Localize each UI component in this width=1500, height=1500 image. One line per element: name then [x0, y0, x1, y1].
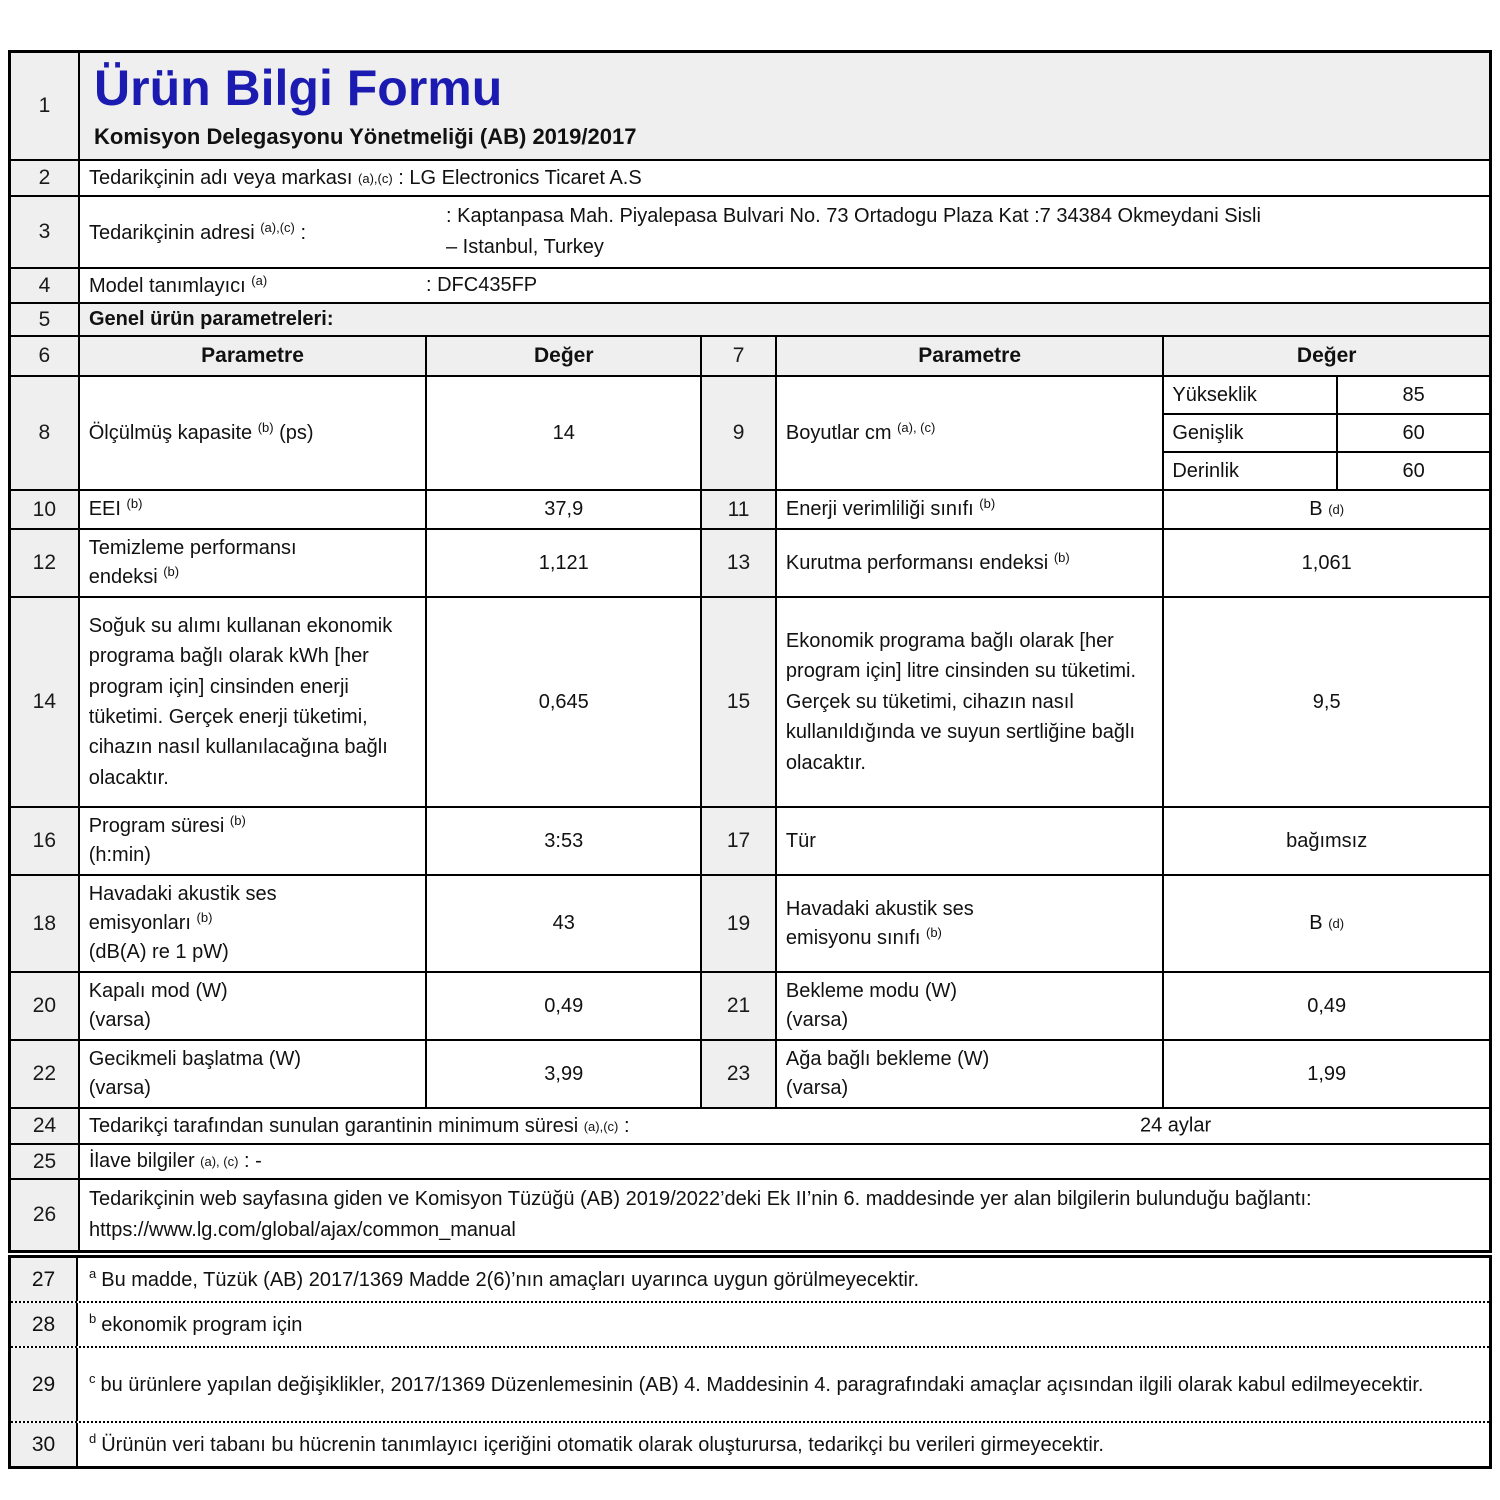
param-networked-label: Ağa bağlı bekleme (W) (varsa) — [775, 1041, 1162, 1107]
row-number: 11 — [700, 491, 775, 528]
footnote-ref: (d) — [1328, 502, 1345, 517]
param-dimensions-label: Boyutlar cm $^{(a), (c)}$ — [775, 377, 1162, 489]
row-number: 19 — [700, 876, 775, 971]
row-eei-energyclass — [11, 489, 1489, 528]
row-number: 9 — [700, 377, 775, 489]
param-cleaning-value: 1,121 — [425, 530, 700, 596]
footnote-ref: (b) — [163, 564, 180, 579]
param-water-label: Ekonomik programa bağlı olarak [her program için] litre cinsinden su tüketimi. Gerçek su tüketimi, cihazın nasıl kullanıldığında ve suyun sertliğine bağlı olacaktır. — [775, 598, 1162, 806]
weblink-text: Tedarikçinin web sayfasına giden ve Komisyon Tüzüğü (AB) 2019/2022’deki Ek II’nin 6. maddesinde yer alan bilgilerin bulunduğu bağlantı: https://www.lg.com/global/ajax/common_manual — [89, 1188, 1312, 1241]
row-number: 28 — [11, 1303, 78, 1346]
row-supplier-address — [11, 195, 1489, 267]
row-noise — [11, 874, 1489, 971]
model-identifier-label: Model tanımlayıcı $^{(a)}$ — [89, 273, 268, 297]
param-noiseclass-label: Havadaki akustik ses emisyonu sınıfı $^{(b)}$ — [775, 876, 1162, 971]
row-warranty — [11, 1107, 1489, 1143]
param-standby-label: Bekleme modu (W) (varsa) — [775, 973, 1162, 1039]
dimension-name: Derinlik — [1172, 459, 1240, 482]
footnote-ref: (d) — [1328, 916, 1345, 931]
row-number: 3 — [11, 197, 78, 267]
row-number: 24 — [11, 1109, 78, 1143]
additional-info-value: : - — [244, 1150, 262, 1172]
supplier-name-value: : LG Electronics Ticaret A.S — [398, 166, 642, 189]
row-title — [11, 53, 1489, 159]
param-energyclass-label: Enerji verimliliği sınıfı $^{(b)}$ — [775, 491, 1162, 528]
weblink-cell — [78, 1180, 1489, 1250]
col-header-deger-left: Değer — [425, 337, 700, 375]
param-energyclass-value: B (d) — [1162, 491, 1489, 528]
warranty-value: 24 aylar — [1140, 1114, 1212, 1137]
footnote-letter: b — [89, 1311, 97, 1326]
row-model-identifier — [11, 267, 1489, 302]
param-eei-label: EEI $^{(b)}$ — [78, 491, 426, 528]
row-column-headers — [11, 335, 1489, 375]
footnote-ref: (b) — [1053, 549, 1070, 565]
row-number: 12 — [11, 530, 78, 596]
footnote-text-cell: $^c$ bu ürünlere yapılan değişiklikler, 2017/1369 Düzenlemesinin (AB) 4. Maddesinin 4. paragrafındaki amaçlar açısından ilgili olarak kabul edilmeyecektir. — [89, 1371, 1424, 1396]
row-number: 8 — [11, 377, 78, 489]
col-header-deger-right: Değer — [1162, 337, 1489, 375]
dimension-row-height — [1164, 377, 1489, 413]
param-drying-label: Kurutma performansı endeksi $^{(b)}$ — [775, 530, 1162, 596]
section-header-cell: Genel ürün parametreleri: — [78, 304, 1489, 335]
footnote-text-cell: $^a$ Bu madde, Tüzük (AB) 2017/1369 Madde 2(6)’nın amaçları uyarınca uygun görülmeyecektir. — [89, 1266, 920, 1291]
dimension-value: 60 — [1336, 453, 1489, 489]
row-weblink — [11, 1178, 1489, 1250]
row-number: 25 — [11, 1145, 78, 1178]
footnote-text-cell: $^b$ ekonomik program için — [89, 1311, 303, 1336]
footnote-letter: a — [89, 1266, 97, 1281]
param-energy-label: Soğuk su alımı kullanan ekonomik programa bağlı olarak kWh [her program için] cinsinden enerji tüketimi. Gerçek enerji tüketimi, cihazın nasıl kullanılacağına bağlı olacaktır. — [78, 598, 426, 806]
dimension-value: 85 — [1336, 377, 1489, 413]
footnote-ref: (a), (c) — [897, 419, 936, 435]
param-noise-label: Havadaki akustik ses emisyonları $^{(b)}$ (dB(A) re 1 pW) — [78, 876, 426, 971]
param-cleaning-label: Temizleme performansı endeksi $^{(b)}$ — [78, 530, 426, 596]
row-number: 17 — [700, 808, 775, 874]
footnote-letter: d — [89, 1431, 97, 1446]
param-capacity-label: Ölçülmüş kapasite $^{(b)}$ (ps) — [78, 377, 426, 489]
footnotes-table — [8, 1255, 1492, 1469]
footnote-ref: (b) — [257, 419, 274, 435]
footnote-ref: (a),(c) — [260, 219, 295, 235]
supplier-address-value: : Kaptanpasa Mah. Piyalepasa Bulvari No. 73 Ortadogu Plaza Kat :7 34384 Okmeydani Sisli – Istanbul, Turkey — [446, 205, 1261, 258]
supplier-name-label: Tedarikçinin adı veya markası — [89, 166, 353, 189]
model-identifier-cell — [78, 269, 1489, 302]
row-number: 2 — [11, 161, 78, 195]
row-number: 27 — [11, 1258, 78, 1301]
product-info-table — [8, 50, 1492, 1253]
footnote-text-cell: $^d$ Ürünün veri tabanı bu hücrenin tanımlayıcı içeriğini otomatik olarak oluşturursa, tedarikçi bu verileri girmeyecektir. — [89, 1431, 1104, 1456]
param-delaystart-label: Gecikmeli başlatma (W) (varsa) — [78, 1041, 426, 1107]
page-title: Ürün Bilgi Formu — [94, 60, 503, 117]
row-number: 13 — [700, 530, 775, 596]
dimension-name: Yükseklik — [1172, 383, 1257, 406]
supplier-name-cell — [78, 161, 1489, 195]
footnote-row — [11, 1301, 1489, 1346]
row-number: 14 — [11, 598, 78, 806]
row-cleaning-drying — [11, 528, 1489, 596]
row-number: 5 — [11, 304, 78, 335]
param-noiseclass-value: B (d) — [1162, 876, 1489, 971]
warranty-label: Tedarikçi tarafından sunulan garantinin minimum süresi — [89, 1114, 579, 1137]
row-number: 18 — [11, 876, 78, 971]
row-offmode-standby — [11, 971, 1489, 1039]
title-cell — [78, 53, 1489, 159]
col-header-parametre-right: Parametre — [775, 337, 1162, 375]
row-number: 26 — [11, 1180, 78, 1250]
model-identifier-value: : DFC435FP — [426, 274, 538, 296]
page-subtitle: Komisyon Delegasyonu Yönetmeliği (AB) 2019/2017 — [94, 123, 637, 149]
param-duration-label: Program süresi $^{(b)}$ (h:min) — [78, 808, 426, 874]
row-number: 29 — [11, 1348, 78, 1421]
additional-info-label: İlave bilgiler — [89, 1150, 195, 1172]
dimensions-subtable — [1162, 377, 1489, 489]
row-number: 22 — [11, 1041, 78, 1107]
param-drying-value: 1,061 — [1162, 530, 1489, 596]
param-offmode-value: 0,49 — [425, 973, 700, 1039]
footnote-letter: c — [89, 1371, 96, 1386]
row-supplier-name — [11, 159, 1489, 195]
row-delaystart-networked — [11, 1039, 1489, 1107]
supplier-address-label: Tedarikçinin adresi $^{(a),(c)}$ : — [89, 219, 306, 244]
row-number: 30 — [11, 1423, 78, 1466]
param-capacity-value: 14 — [425, 377, 700, 489]
row-number: 4 — [11, 269, 78, 302]
row-number: 15 — [700, 598, 775, 806]
param-duration-value: 3:53 — [425, 808, 700, 874]
row-number: 10 — [11, 491, 78, 528]
row-number: 23 — [700, 1041, 775, 1107]
footnote-ref: (a),(c) — [358, 170, 393, 186]
footnote-row — [11, 1421, 1489, 1466]
row-capacity-dimensions — [11, 375, 1489, 489]
footnote-ref: (b) — [979, 496, 996, 511]
param-standby-value: 0,49 — [1162, 973, 1489, 1039]
footnote-ref: (b) — [229, 813, 246, 828]
param-energy-value: 0,645 — [425, 598, 700, 806]
param-offmode-label: Kapalı mod (W) (varsa) — [78, 973, 426, 1039]
dimension-name: Genişlik — [1172, 421, 1244, 444]
dimension-row-depth — [1164, 451, 1489, 489]
footnote-ref: (b) — [196, 910, 213, 925]
footnote-row — [11, 1346, 1489, 1421]
param-water-value: 9,5 — [1162, 598, 1489, 806]
row-additional-info — [11, 1143, 1489, 1178]
col-header-parametre-left: Parametre — [78, 337, 426, 375]
additional-info-cell — [78, 1145, 1489, 1178]
row-number: 1 — [11, 53, 78, 159]
row-number: 16 — [11, 808, 78, 874]
warranty-cell: Tedarikçi tarafından sunulan garantinin minimum süresi (a),(c) : 24 aylar — [78, 1109, 1489, 1143]
footnote-row — [11, 1258, 1489, 1301]
row-number: 21 — [700, 973, 775, 1039]
param-type-label: Tür — [775, 808, 1162, 874]
footnote-ref: (b) — [925, 924, 942, 940]
dimension-row-width — [1164, 413, 1489, 451]
footnote-ref: (a) — [251, 273, 268, 288]
row-section-header — [11, 302, 1489, 335]
param-noise-value: 43 — [425, 876, 700, 971]
param-delaystart-value: 3,99 — [425, 1041, 700, 1107]
dimension-value: 60 — [1336, 415, 1489, 451]
row-number: 7 — [700, 337, 775, 375]
row-energy-water — [11, 596, 1489, 806]
param-eei-value: 37,9 — [425, 491, 700, 528]
supplier-address-cell — [78, 197, 1489, 267]
row-number: 6 — [11, 337, 78, 375]
row-number: 20 — [11, 973, 78, 1039]
param-type-value: bağımsız — [1162, 808, 1489, 874]
footnote-ref: (a), (c) — [200, 1154, 239, 1169]
row-duration-type — [11, 806, 1489, 874]
footnote-ref: (b) — [126, 496, 143, 511]
param-networked-value: 1,99 — [1162, 1041, 1489, 1107]
footnote-ref: (a),(c) — [583, 1118, 619, 1134]
